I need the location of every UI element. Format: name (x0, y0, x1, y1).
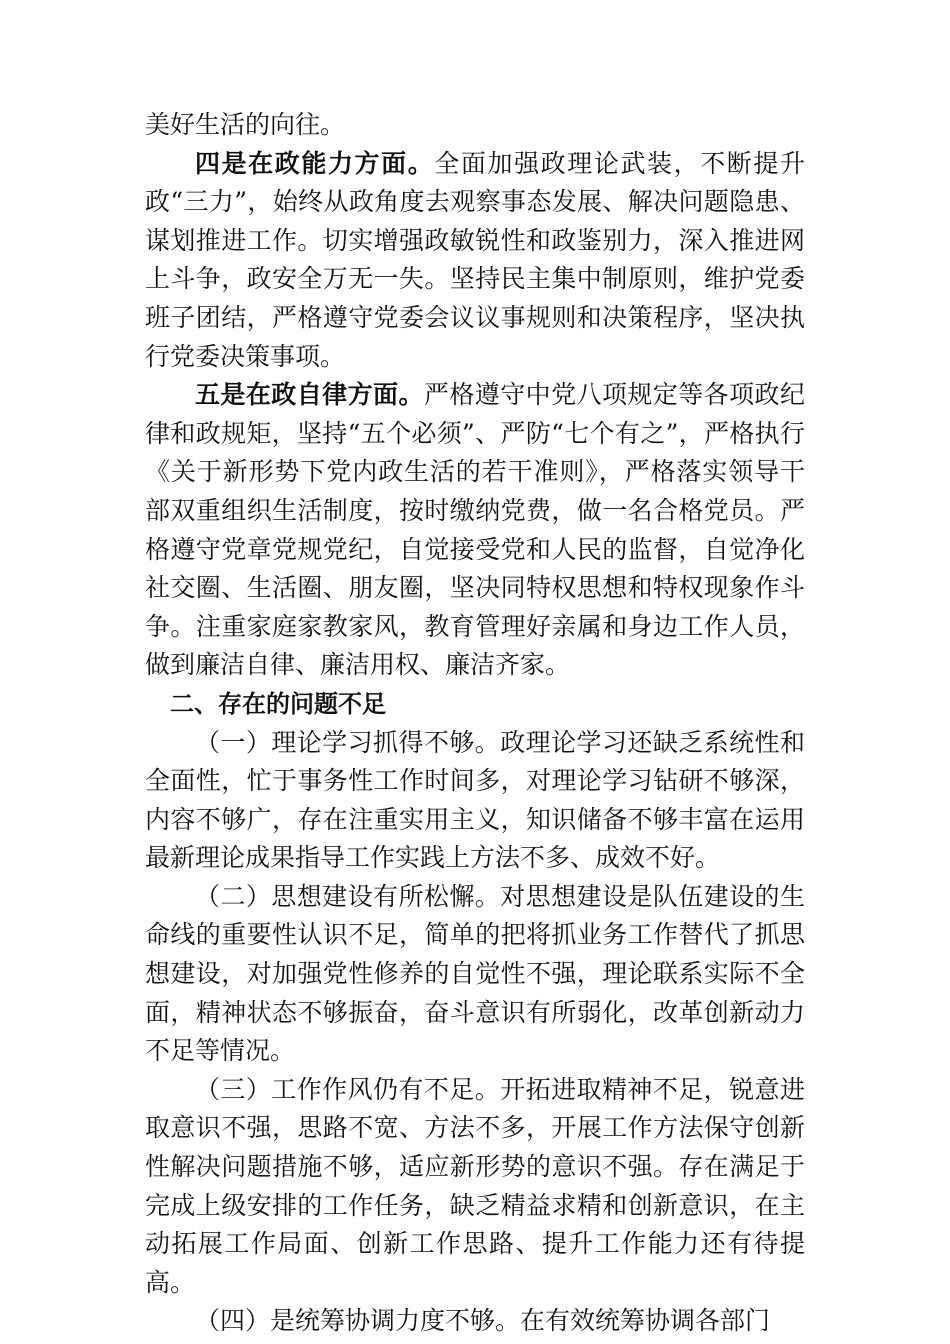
document-page (145, 106, 805, 1341)
paragraph-text: （四）是统筹协调力度不够。在有效统筹协调各部门 (195, 1306, 771, 1336)
paragraph-coordination (145, 1302, 805, 1341)
section-heading: 二、存在的问题不足 (170, 689, 386, 718)
paragraph-text: （三）工作作风仍有不足。开拓进取精神不足，锐意进取意识不强，思路不宽、方法不多，开展工作方法保守创新性解决问题措施不够，适应新形势的意识不强。存在满足于完成上级安排的工作任务，缺乏精益求精和创新意识，在主动拓展工作局面、创新工作思路、提升工作能力还有待提高。 (145, 1074, 805, 1297)
paragraph-political-ability (145, 145, 805, 377)
paragraph-self-discipline (145, 376, 805, 685)
paragraph-lead: 五是在政自律方面。 (195, 380, 424, 410)
paragraph-text: （一）理论学习抓得不够。政理论学习还缺乏系统性和全面性，忙于事务性工作时间多，对理论学习钻研不够深，内容不够广，存在注重实用主义，知识储备不够丰富在运用最新理论成果指导工作实践上方法不多、成效不好。 (145, 727, 805, 873)
paragraph-continuation (145, 106, 805, 145)
paragraph-theory-study (145, 724, 805, 878)
paragraph-ideological-building (145, 878, 805, 1071)
paragraph-text: 美好生活的向往。 (145, 110, 346, 139)
paragraph-text: 全面加强政理论武装，不断提升政“三力”，始终从政角度去观察事态发展、解决问题隐患、谋划推进工作。切实增强政敏锐性和政鉴别力，深入推进网上斗争，政安全万无一失。坚持民主集中制原则，维护党委班子团结，严格遵守党委会议议事规则和决策程序，坚决执行党委决策事项。 (145, 148, 805, 371)
paragraph-text: 严格遵守中党八项规定等各项政纪律和政规矩，坚持“五个必须”、严防“七个有之”，严格执行《关于新形势下党内政生活的若干准则》，严格落实领导干部双重组织生活制度，按时缴纳党费，做一名合格党员。严格遵守党章党规党纪，自觉接受党和人民的监督，自觉净化社交圈、生活圈、朋友圈，坚决同特权思想和特权现象作斗争。注重家庭家教家风，教育管理好亲属和身边工作人员，做到廉洁自律、廉洁用权、廉洁齐家。 (145, 380, 805, 680)
paragraph-work-style (145, 1071, 805, 1303)
paragraph-text: （二）思想建设有所松懈。对思想建设是队伍建设的生命线的重要性认识不足，简单的把将抓业务工作替代了抓思想建设，对加强党性修养的自觉性不强，理论联系实际不全面，精神状态不够振奋，奋斗意识有所弱化，改革创新动力不足等情况。 (145, 881, 805, 1066)
paragraph-lead: 四是在政能力方面。 (195, 148, 435, 178)
